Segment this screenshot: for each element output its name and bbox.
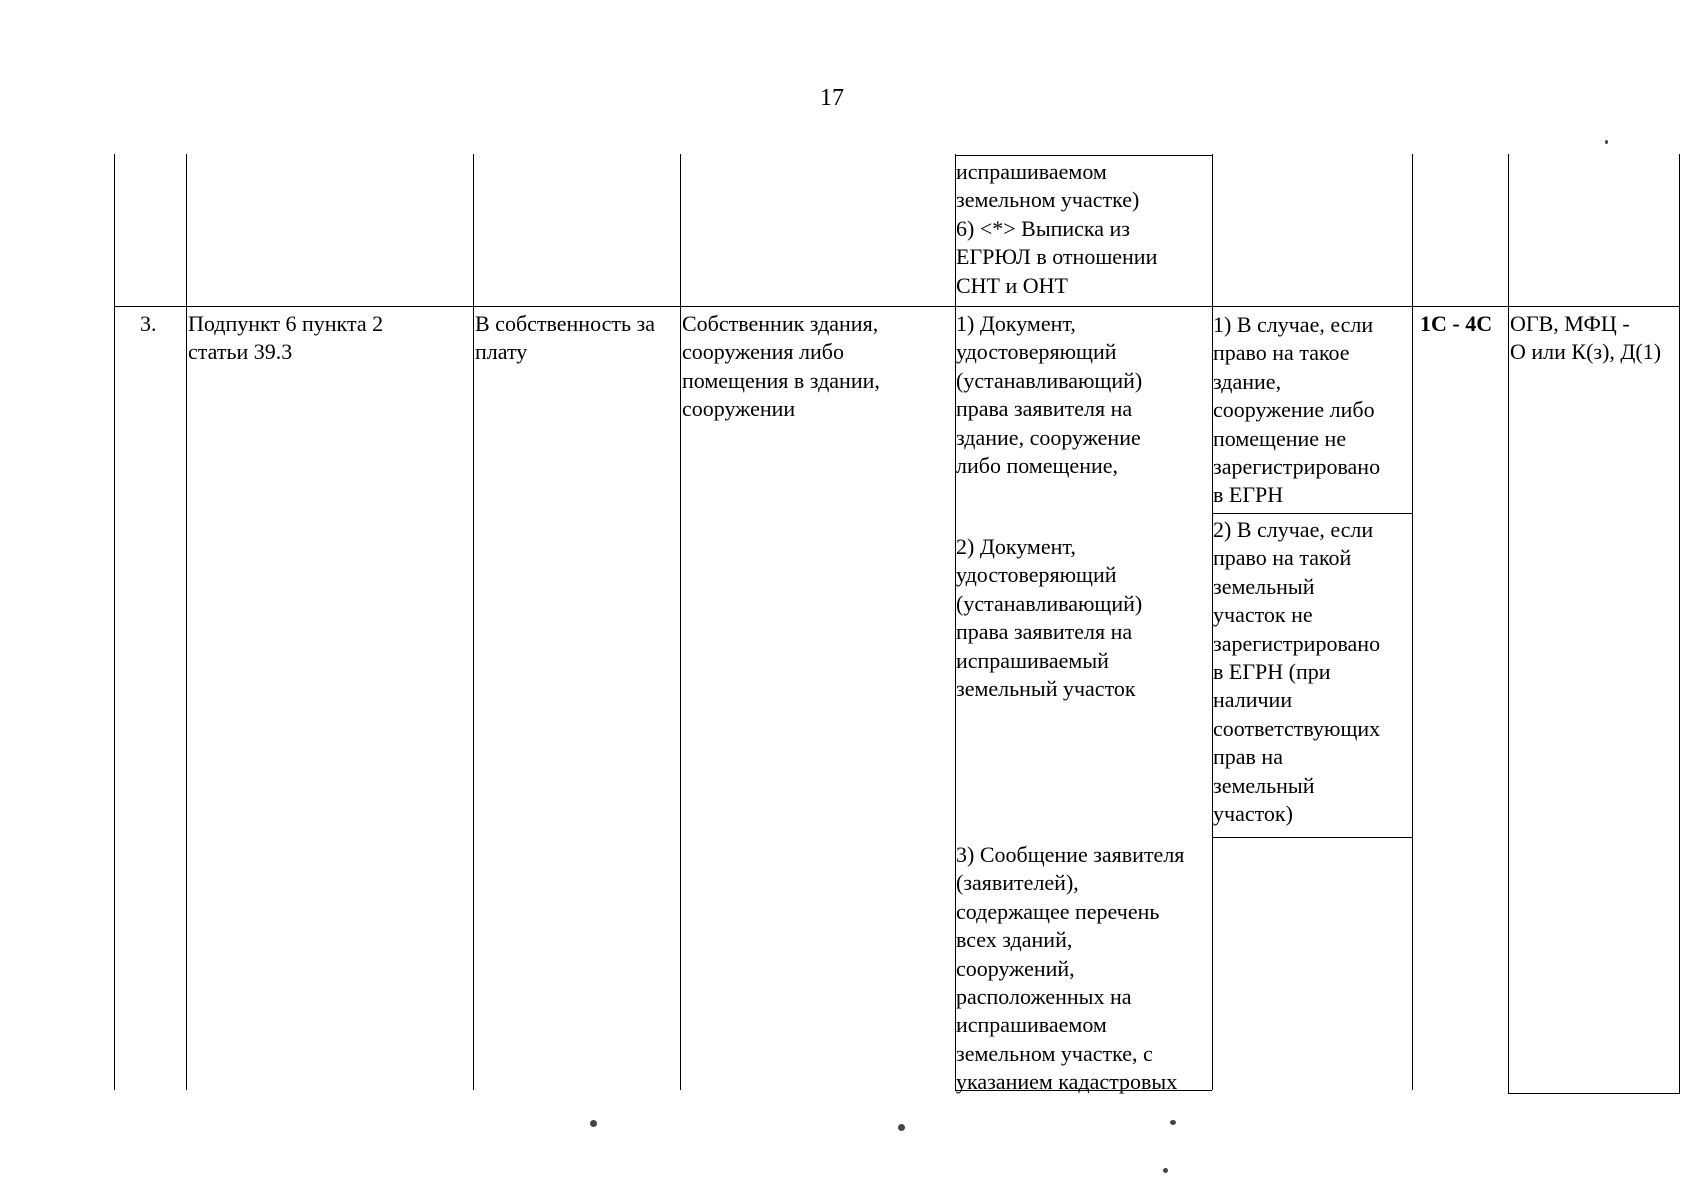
legal-basis-cell: Подпункт 6 пункта 2 статьи 39.3 (188, 311, 384, 365)
scan-speck (1605, 140, 1608, 144)
table-border (1679, 154, 1680, 1094)
scan-speck (1163, 1168, 1168, 1173)
table-border (680, 154, 681, 1090)
receiver-cell: ОГВ, МФЦ - О или К(з), Д(1) (1510, 311, 1662, 365)
row-number: 3. (140, 311, 157, 336)
table-border (473, 154, 474, 1090)
right-type-cell: В собственность за плату (475, 311, 655, 365)
table-border (1412, 154, 1413, 1090)
condition-item: 1) В случае, если право на такое здание, сооружение либо помещение не зарегистрировано в ЕГРН (1213, 312, 1381, 508)
condition-item: 2) В случае, если право на такой земельный участок не зарегистрировано в ЕГРН (при наличии соответствующих прав на земельный участок) (1213, 517, 1381, 827)
scan-speck (898, 1124, 905, 1131)
table-border (1508, 154, 1509, 1094)
table-border (1212, 513, 1412, 514)
document-item: 3) Сообщение заявителя (заявителей), содержащее перечень всех зданий, сооружений, расположенных на испрашиваемом земельном участке, с указанием кадастровых (956, 842, 1185, 1095)
applicant-cell: Собственник здания, сооружения либо помещения в здании, сооружении (682, 311, 880, 422)
document-item: 2) Документ, удостоверяющий (устанавливающий) права заявителя на испрашиваемый земельный участок (956, 534, 1143, 702)
document-item: 1) Документ, удостоверяющий (устанавливающий) права заявителя на здание, сооружение либо помещение, (956, 311, 1143, 479)
table-border (955, 155, 1212, 156)
table-border (1212, 837, 1412, 838)
table-border (1508, 1093, 1679, 1094)
scan-speck (1170, 1120, 1176, 1125)
table-border (114, 154, 115, 1090)
table-border (114, 306, 1679, 307)
table-border (186, 154, 187, 1090)
codes-cell: 1С - 4С (1420, 311, 1493, 336)
page-number: 17 (820, 85, 844, 111)
continued-documents-cell: испрашиваемом земельном участке) 6) <*> Выписка из ЕГРЮЛ в отношении СНТ и ОНТ (956, 159, 1158, 298)
scan-speck (590, 1120, 597, 1127)
